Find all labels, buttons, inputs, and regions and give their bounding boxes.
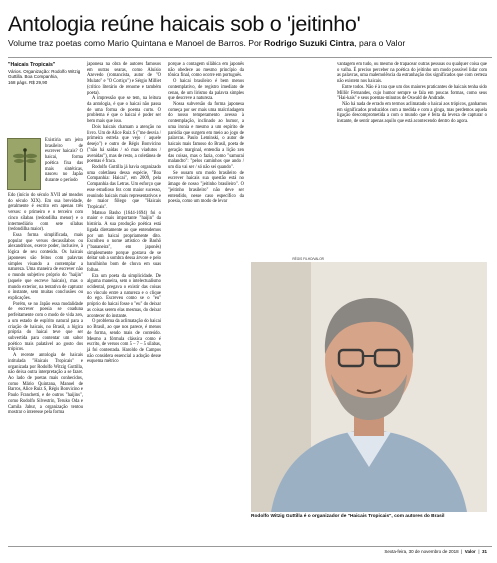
paragraph: A impressão que se tem, na leitura da antologia, é que o haicai não passa de uma forma de poema curto. O problema é que o haicai é poder ser bem mais que isso. [87,96,161,125]
subhead [8,38,492,49]
paragraph: Não há nada de errado em termos aclimatado o haicai aos trópicos, ganhamos em significados produzidos com a medida e com a ginga, mas perdemos aquela ligação descomprometida a com o mundo que é feita da leveza de capturar o instante, de sentir apenas aquilo que está acontecendo dentro do agora. [337,102,487,125]
paragraph: O haicai brasileiro é bem menos contemplativo, de registro imediato de cenas, de um lirismo da palavra simples que descreve a natureza. [168,79,244,102]
column-1-body-lower [8,193,83,416]
column-4 [337,62,487,125]
book-meta-1: Vários. Organização: Rodolfo Witzig [8,68,81,74]
subhead-text: Volume traz poetas como Mario Quintana e Manoel de Barros. Por [8,38,265,48]
book-meta-2: Guttilla. Boa Companhia, [8,74,59,80]
subhead-author: Rodrigo Suzuki Cintra [264,38,355,48]
paragraph: Rodolfo Guttilla já havia organizado uma coletânea dessa espécie, "Boa Companhia: Haicai", em 2009, pela Companhia das Letras. Um esforço que esse estudioso fez com maior sucesso, reunindo haicais mais representativos e de maior fôlego que "Haicais Tropicais". [87,164,161,210]
column-1-body [45,138,83,184]
paragraph: Existiria um jeito brasileiro de escrever haicais? O haicai, forma poética fixa das mais sintéticas, nasceu no Japão durante o período [45,138,83,184]
paragraph: Se ousam um modo brasileiro de escrever haicais sua questão está no âmago de nosso "jeitinho brasileiro". O "jeitinho brasileiro" não deve ser entendido, nesse caso específico da poesia, como um modo de levar [168,170,244,205]
paragraph: Era um poeta da simplicidade. De alguma maneira, sem o intelectualismo ocidental, pregava o existir das coisas no vínculo entre a natureza e o clique do ego. Escreveu como se o "eu" próprio do haicai fosse o "eu" do deixar as coisas serem elas mesmas, do deixar acontecer do instante. [87,273,161,319]
paragraph: Nossa subversão da forma japonesa começa por ser mais uma malcriadagem do nosso temperamento avesso à contemplação, inclinado ao humor, a uma ironia e mesmo a um espírito de paródia que surgem em meio ao jogo de palavras. Paulo Leminski, o autor de haicais mais famoso do Brasil, poeta de geração marginal, entendia a lição zen das coisas, mas o fazia, como "samurai malandro": "pelos caminhos que ando / um dia vai ser / só não sei quando". [168,102,244,170]
author-photo [251,262,487,512]
issue-date: Sexta-feira, 30 de novembro de 2018 [384,549,459,554]
headline: Antologia reúne haicais sob o 'jeitinho' [8,12,361,36]
footer-rule [8,546,492,547]
paragraph: Entre todos. Não é à toa que um dos maiores praticantes de haicais tenha sido Millôr Fernandes, cujo humor sempre se fala em poucas formas, como seus "Hai-kais" e seus poemas-minutos de Oswald de Andrade. [337,84,487,102]
column-3 [168,62,244,205]
paragraph: O problema da aclimatação do haicai no Brasil, ao que nos parece, é menos de forma, sendo mais de conteúdo. Mesmo a fórmula clássica como é escrito, de versos com 5 – 7 – 5 sílabas, já foi contestada. Haroldo de Campos não considera essencial a adoção desse esquema métrico [87,319,161,365]
top-rule [8,57,492,58]
paragraph: japonesa na obra de autores famosos em outras searas, como Aluísio Azevedo (romancista, autor de "O Mulato" e "O Cortiço") e Sérgio Milliet (crítico literário de renome e também poeta). [87,62,161,96]
portrait-illustration [251,262,487,512]
book-title: "Haicais Tropicais" [8,62,56,68]
page-folio: Sexta-feira, 30 de novembro de 2018 | Valor | 31 [384,549,487,554]
subhead-outlet: , para o Valor [354,38,406,48]
paragraph: Porém, se no Japão essa modalidade de escrever poesia se coaduna perfeitamente com o modo de vida zen, a um estado de espírito natural para a criação de haicais, no Brasil, a lógica própria do haicai teve que ser subvertida para contentar um sabor poético mais palatável ao gosto dos trópicos. [8,301,83,353]
page-number: 31 [481,549,487,554]
photo-caption: Rodolfo Witzig Guttilla é o organizador de "Haicais Tropicais", com autores do Brasil [251,514,445,519]
paragraph: vantagem em tudo, ou mesmo de trapacear outras pessoas ou qualquer coisa que o valha. É preciso perceber na poética do jeitinho um modo possível lidar com as palavras, uma malemolência da estranhação dos significados que com certeza não existem nos haicais. [337,62,487,85]
book-meta-3: 168 págs. R$ 29,90 [8,79,48,85]
paper-name: Valor [464,549,476,554]
paragraph: Matsuo Basho (1644-1694) foi o maior e mais importante "haijin" da história. A sua produção poética está ligada diretamente ao que entendemos por um haicai propriamente dito. Escolheu o nome artístico de Bashō ("bananeira", em japonês) simplesmente porque gostava de se deitar sob a sombra dessa árvore e pelo barulhinho bom de chuva em suas folhas. [87,210,161,273]
dragonfly-icon [12,145,38,185]
paragraph: Dois haicais chamam a atenção no livro. Um de Alice Ruiz S ("me desvia / primeira estrela que vejo / aquele desejo") e outro de Régis Bonvicino ("não há saídas / só mas viadutos / avenidas"), mas de resto, a coletânea de poemas é fraca. [87,124,161,165]
column-2 [87,62,161,365]
paragraph: Essa forma simplificada, mais popular que versos decassílabos ou alexandrinos, exerce poder, inclusive, à lógica de seu conteúdo. Os haicais japoneses são feitos com palavras simples visando a contemplar a natureza. Uma maneira de escrever não o mundo subjetivo próprio do "haijin" (aquele que escreve haicais), mas o mundo exterior, na tentativa de capturar o instante, sem muitas conclusões ou explicações. [8,233,83,301]
book-cover [7,138,41,190]
paragraph: porque a contagem silábica em japonês não obedece ao mesmo princípio da tônica final, como ocorre em português. [168,62,244,79]
paragraph: Edo (início do século XVII até meados do século XIX). Em sua brevidade, geralmente é escrito em apenas três versos: o primeiro e o terceiro com cinco sílabas (redondilha menor) e o intermediário com sete sílabas (redondilha maior). [8,193,83,233]
column-1 [8,62,83,88]
paragraph: A recente antologia de haicais intitulada "Haicais Tropicais" e organizada por Rodolfo Witzig Guttilla, não deixa outra interpretação a se fazer. Ao lado de poetas mais conhecidos, como Mário Quintana, Manoel de Barros, Alice Ruiz S, Régis Bonvicino e Paulo Franchetti, e de outros "haijins", como Rodolfo Silvestrin, Teruko Oda e Camila Jabur, a organização tentou mostrar o interesse pela forma [8,353,83,416]
photo-credit: RÉGIS FILHO/VALOR [292,257,324,261]
